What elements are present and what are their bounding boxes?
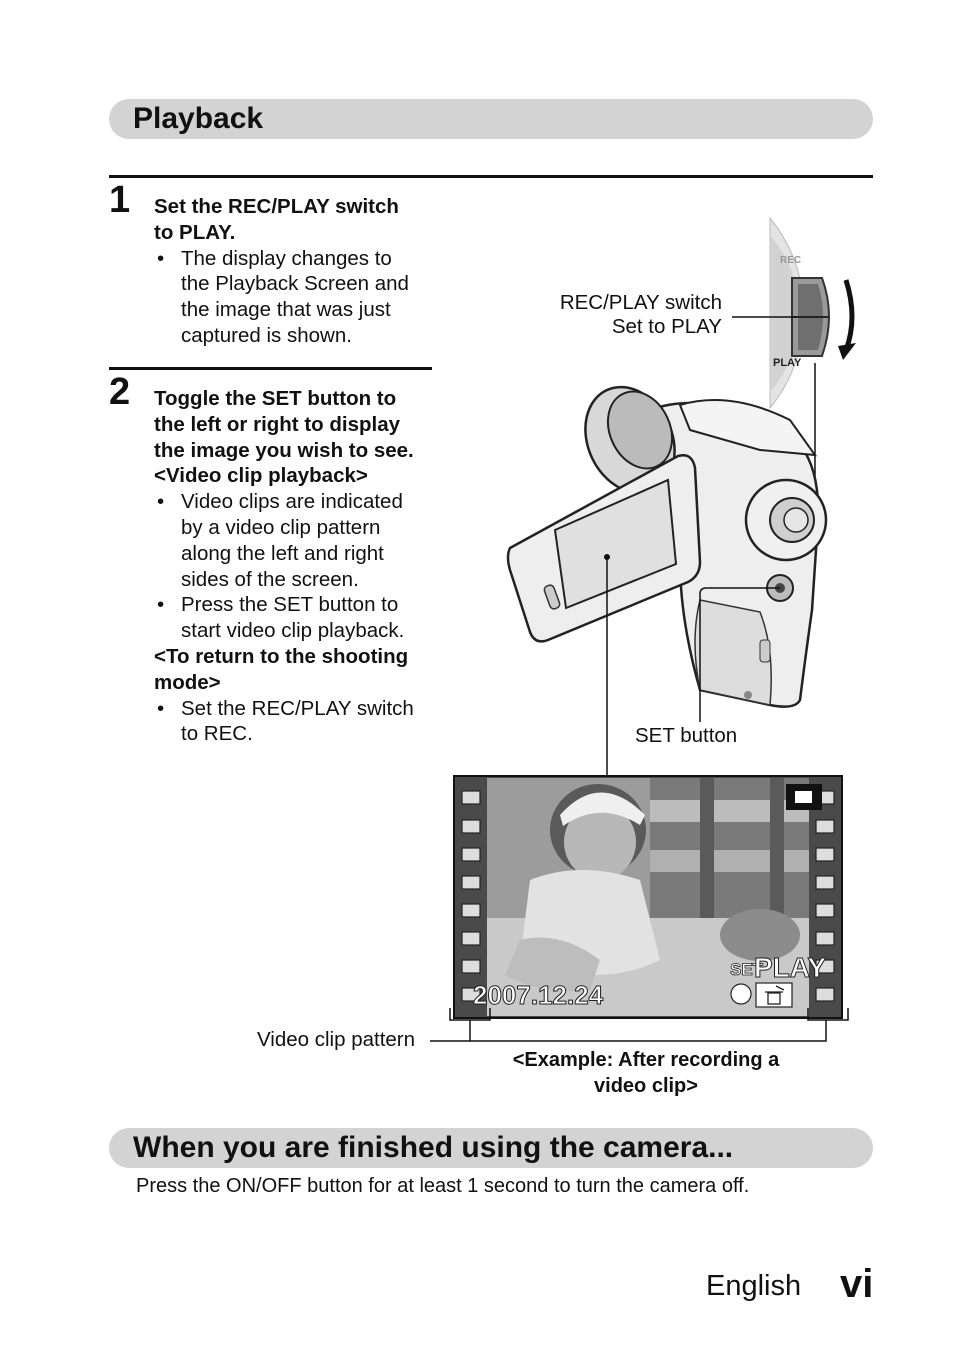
caption-line: <Example: After recording a [512, 1049, 780, 1071]
bullet-line: the Playback Screen and [181, 272, 409, 296]
step2-heading-line: Toggle the SET button to [154, 387, 397, 410]
bullet-line: The display changes to [181, 246, 392, 270]
trash-icon [756, 983, 792, 1007]
set-button-label: SET button [635, 724, 738, 747]
video-clip-playback-subheading: <Video clip playback> [154, 464, 368, 488]
subheading-line: <To return to the shooting [154, 644, 409, 668]
finished-body-text: Press the ON/OFF button for at least 1 second to turn the camera off. [136, 1175, 750, 1197]
caption-line: video clip> [594, 1075, 698, 1097]
rec-play-dial [770, 218, 856, 408]
bullet-line: to REC. [181, 722, 253, 746]
rec-play-switch-label [540, 291, 722, 339]
label-line: Set to PLAY [611, 315, 722, 338]
screen-set-label: SET [730, 960, 764, 979]
example-caption [486, 1047, 806, 1099]
step1-heading-line: Set the REC/PLAY switch [154, 195, 399, 218]
dial-play-label: PLAY [773, 357, 802, 369]
bullet-dot: • [157, 246, 165, 270]
bullet-line: Video clips are indicated [181, 490, 403, 514]
bullet-dot: • [157, 696, 165, 720]
playback-title: Playback [133, 102, 264, 135]
label-line: REC/PLAY switch [559, 291, 722, 314]
bullet-line: the image that was just [181, 298, 391, 322]
page-number: vi [840, 1262, 874, 1306]
footer-language: English [706, 1270, 802, 1302]
lcd-panel [508, 455, 700, 641]
bullet-line: captured is shown. [181, 323, 352, 347]
dial-rec-label: REC [780, 255, 802, 266]
step1-heading-line: to PLAY. [154, 220, 236, 244]
screen-record-icon [731, 984, 751, 1004]
screen-date: 2007.12.24 [473, 980, 604, 1010]
bullet-line: start video clip playback. [181, 619, 405, 643]
step2-number: 2 [109, 371, 131, 413]
bullet-line: along the left and right [181, 541, 384, 565]
step2-heading-line: the left or right to display [154, 412, 401, 436]
bullet-line: by a video clip pattern [181, 515, 381, 539]
video-clip-pattern-label: Video clip pattern [257, 1028, 416, 1051]
finished-section-header [109, 1128, 873, 1168]
playback-screen-example [454, 776, 842, 1018]
bullet-line: Set the REC/PLAY switch [181, 696, 414, 720]
subheading-line: mode> [154, 670, 221, 694]
bullet-dot: • [157, 593, 165, 617]
step2-heading-line: the image you wish to see. [154, 438, 414, 462]
screen-play-label: PLAY [754, 952, 827, 983]
step1-number: 1 [109, 179, 131, 221]
bullet-line: sides of the screen. [181, 567, 359, 591]
finished-title: When you are finished using the camera... [133, 1131, 734, 1164]
bullet-dot: • [157, 490, 165, 514]
bullet-line: Press the SET button to [181, 593, 399, 617]
